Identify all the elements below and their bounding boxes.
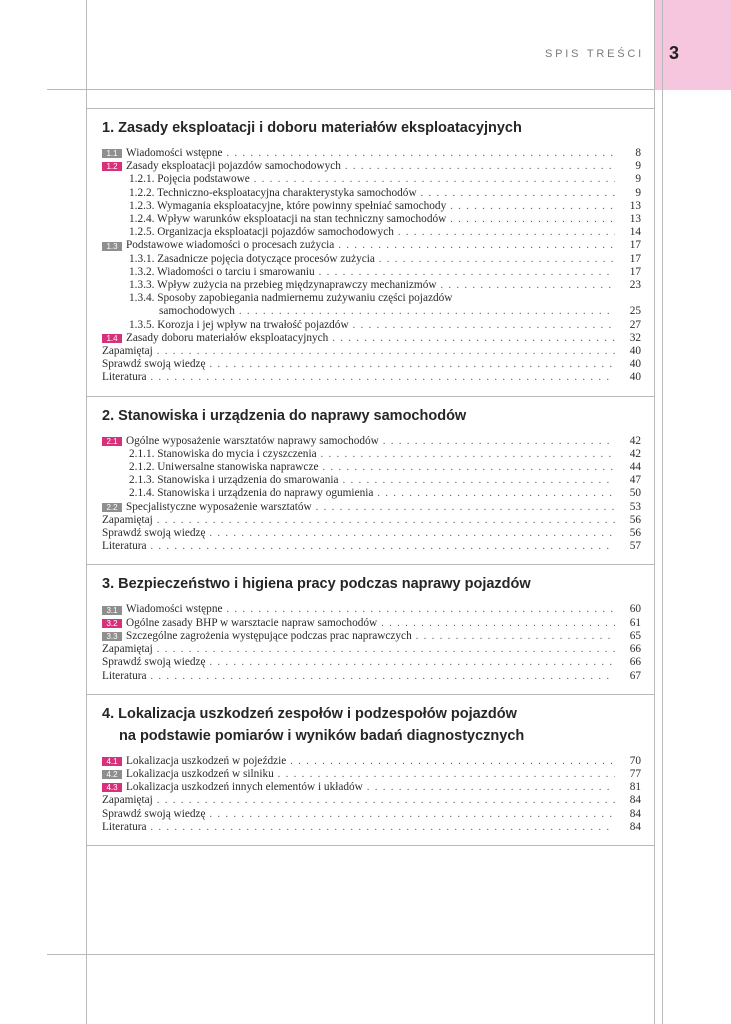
dot-leader bbox=[421, 187, 615, 200]
chapter-title[interactable] bbox=[102, 573, 655, 595]
table-of-contents bbox=[86, 108, 655, 846]
toc-entry[interactable] bbox=[102, 173, 655, 186]
toc-entry-label: Specjalistyczne wyposażenie warsztatów bbox=[126, 500, 312, 513]
section-number-badge: 4.1 bbox=[102, 757, 122, 766]
toc-entry[interactable] bbox=[102, 435, 655, 448]
toc-entry-label: 1.3.1. Zasadnicze pojęcia dotyczące procesów zużycia bbox=[129, 252, 375, 265]
dot-leader bbox=[210, 527, 615, 540]
toc-entry-page: 44 bbox=[629, 461, 641, 474]
toc-entry[interactable] bbox=[102, 487, 655, 500]
dot-leader bbox=[316, 501, 615, 514]
toc-entry-label: Sprawdź swoją wiedzę bbox=[102, 358, 206, 371]
chapter-2 bbox=[86, 397, 655, 566]
toc-entry-page: 84 bbox=[629, 807, 641, 820]
toc-entry[interactable] bbox=[102, 371, 655, 384]
toc-entry[interactable] bbox=[102, 603, 655, 616]
toc-entry[interactable] bbox=[102, 279, 655, 292]
dot-leader bbox=[227, 147, 616, 160]
dot-leader bbox=[151, 371, 615, 384]
toc-entry[interactable] bbox=[102, 253, 655, 266]
dot-leader bbox=[210, 656, 615, 669]
toc-entry-page: 14 bbox=[629, 226, 641, 239]
toc-entry[interactable] bbox=[102, 527, 655, 540]
dot-leader bbox=[278, 768, 615, 781]
section-number-badge: 1.3 bbox=[102, 242, 122, 251]
toc-entry-page: 17 bbox=[629, 239, 641, 252]
chapter-title[interactable] bbox=[102, 117, 655, 139]
toc-entry-page: 84 bbox=[629, 820, 641, 833]
dot-leader bbox=[345, 160, 615, 173]
section-number-badge: 4.3 bbox=[102, 783, 122, 792]
toc-entry-page: 17 bbox=[629, 265, 641, 278]
toc-entry[interactable] bbox=[102, 514, 655, 527]
toc-entry[interactable] bbox=[102, 781, 655, 794]
toc-entry-label: Zapamiętaj bbox=[102, 643, 153, 656]
dot-leader bbox=[377, 487, 615, 500]
toc-entry[interactable] bbox=[102, 345, 655, 358]
toc-entry-page: 40 bbox=[629, 358, 641, 371]
chapter-title[interactable] bbox=[102, 405, 655, 427]
chapter-title-text: 3. Bezpieczeństwo i higiena pracy podczas naprawy pojazdów bbox=[102, 576, 531, 593]
toc-entry-page: 40 bbox=[629, 345, 641, 358]
toc-entry-page: 8 bbox=[635, 147, 641, 159]
toc-entry-label: Szczególne zagrożenia występujące podczas prac naprawczych bbox=[126, 629, 412, 642]
toc-entry[interactable] bbox=[102, 319, 655, 332]
toc-entry[interactable] bbox=[102, 808, 655, 821]
header-rule bbox=[47, 89, 655, 90]
dot-leader bbox=[353, 319, 615, 332]
dot-leader bbox=[321, 448, 615, 461]
toc-entry[interactable] bbox=[102, 266, 655, 279]
toc-entry-label: 1.3.2. Wiadomości o tarciu i smarowaniu bbox=[129, 265, 315, 278]
toc-entry[interactable] bbox=[102, 448, 655, 461]
dot-leader bbox=[441, 279, 615, 292]
right-margin-line-outer bbox=[662, 0, 663, 1024]
dot-leader bbox=[381, 617, 615, 630]
toc-entry[interactable] bbox=[102, 474, 655, 487]
toc-entry-page: 65 bbox=[629, 629, 641, 642]
dot-leader bbox=[450, 200, 615, 213]
toc-entry-label: 1.2.4. Wpływ warunków eksploatacji na stan techniczny samochodów bbox=[129, 213, 447, 226]
chapter-3 bbox=[86, 565, 655, 694]
dot-leader bbox=[157, 514, 615, 527]
toc-entry-page: 17 bbox=[629, 252, 641, 265]
toc-entry-page: 9 bbox=[635, 160, 641, 173]
toc-entry-label: Literatura bbox=[102, 820, 147, 833]
toc-entry-label: Zasady eksploatacji pojazdów samochodowych bbox=[126, 160, 341, 173]
toc-entry[interactable] bbox=[102, 461, 655, 474]
toc-entry-label: Lokalizacja uszkodzeń w silniku bbox=[126, 767, 274, 780]
toc-entry-page: 50 bbox=[629, 487, 641, 500]
toc-entry-page: 53 bbox=[629, 500, 641, 513]
dot-leader bbox=[157, 345, 615, 358]
toc-entry-label: 1.2.2. Techniczno-eksploatacyjna charakterystyka samochodów bbox=[129, 186, 417, 199]
toc-entry[interactable] bbox=[102, 226, 655, 239]
toc-entry-page: 42 bbox=[629, 447, 641, 460]
toc-entry-label: 2.1.2. Uniwersalne stanowiska naprawcze bbox=[129, 461, 319, 474]
toc-entry-label: Wiadomości wstępne bbox=[126, 603, 223, 616]
toc-entry-page: 66 bbox=[629, 656, 641, 669]
toc-entry[interactable] bbox=[102, 187, 655, 200]
section-label: SPIS TREŚCI bbox=[544, 48, 644, 60]
toc-entry[interactable] bbox=[102, 656, 655, 669]
page-corner-tab bbox=[654, 0, 731, 90]
dot-leader bbox=[157, 643, 615, 656]
toc-entry[interactable] bbox=[102, 239, 655, 252]
toc-entry-page: 23 bbox=[629, 279, 641, 292]
toc-entry-page: 32 bbox=[629, 331, 641, 344]
toc-entry-page: 60 bbox=[629, 603, 641, 616]
toc-entry[interactable] bbox=[102, 540, 655, 553]
footer-rule bbox=[47, 954, 655, 955]
toc-entry-label: 1.3.5. Korozja i jej wpływ na trwałość pojazdów bbox=[129, 318, 349, 331]
toc-entry-label: Sprawdź swoją wiedzę bbox=[102, 656, 206, 669]
toc-entry[interactable] bbox=[102, 643, 655, 656]
dot-leader bbox=[290, 755, 615, 768]
toc-entry-label: Literatura bbox=[102, 669, 147, 682]
toc-entry-label: Sprawdź swoją wiedzę bbox=[102, 807, 206, 820]
section-number-badge: 1.4 bbox=[102, 334, 122, 343]
toc-entry[interactable] bbox=[102, 617, 655, 630]
dot-leader bbox=[383, 435, 615, 448]
page-number: 3 bbox=[669, 43, 680, 63]
toc-entry-label: 1.2.1. Pojęcia podstawowe bbox=[129, 173, 250, 186]
dot-leader bbox=[227, 603, 616, 616]
dot-leader bbox=[367, 781, 615, 794]
toc-entry[interactable] bbox=[102, 213, 655, 226]
toc-entry-page: 13 bbox=[629, 199, 641, 212]
toc-entry-page: 61 bbox=[629, 616, 641, 629]
section-number-badge: 3.3 bbox=[102, 632, 122, 641]
toc-entry-page: 9 bbox=[635, 186, 641, 199]
dot-leader bbox=[239, 305, 615, 318]
toc-entry[interactable] bbox=[102, 755, 655, 768]
toc-entry-page: 57 bbox=[629, 540, 641, 553]
toc-entry[interactable] bbox=[102, 768, 655, 781]
toc-entry-page: 70 bbox=[629, 754, 641, 767]
chapter-1 bbox=[86, 108, 655, 397]
dot-leader bbox=[332, 332, 615, 345]
dot-leader bbox=[338, 239, 615, 252]
toc-entry-label: Zapamiętaj bbox=[102, 513, 153, 526]
toc-entry-page: 81 bbox=[629, 781, 641, 794]
toc-entry[interactable] bbox=[102, 670, 655, 683]
chapter-title-text: 4. Lokalizacja uszkodzeń zespołów i podzespołów pojazdów bbox=[102, 705, 517, 722]
toc-entry-page: 56 bbox=[629, 513, 641, 526]
dot-leader bbox=[151, 821, 615, 834]
chapter-title[interactable] bbox=[102, 703, 655, 747]
chapter-title-line2: na podstawie pomiarów i wyników badań diagnostycznych bbox=[119, 727, 525, 744]
toc-entry[interactable] bbox=[102, 200, 655, 213]
toc-entry-label: 1.3.4. Sposoby zapobiegania nadmiernemu zużywaniu części pojazdów bbox=[129, 292, 453, 305]
toc-entry-label: Wiadomości wstępne bbox=[126, 147, 223, 159]
toc-entry[interactable] bbox=[102, 358, 655, 371]
dot-leader bbox=[151, 670, 615, 683]
toc-entry-page: 42 bbox=[629, 434, 641, 447]
toc-entry[interactable] bbox=[102, 292, 655, 305]
toc-entry-label: 2.1.1. Stanowiska do mycia i czyszczenia bbox=[129, 447, 317, 460]
dot-leader bbox=[254, 173, 615, 186]
section-number-badge: 2.2 bbox=[102, 503, 122, 512]
section-number-badge: 3.1 bbox=[102, 606, 122, 615]
toc-entry-page: 25 bbox=[629, 305, 641, 318]
dot-leader bbox=[398, 226, 615, 239]
toc-entry[interactable] bbox=[102, 794, 655, 807]
toc-entry[interactable] bbox=[102, 160, 655, 173]
chapter-4 bbox=[86, 695, 655, 846]
section-number-badge: 4.2 bbox=[102, 770, 122, 779]
toc-entry-page: 9 bbox=[635, 173, 641, 186]
dot-leader bbox=[151, 540, 615, 553]
toc-entry-page: 56 bbox=[629, 527, 641, 540]
toc-entry-label: 2.1.3. Stanowiska i urządzenia do smarowania bbox=[129, 474, 339, 487]
dot-leader bbox=[343, 474, 615, 487]
toc-entry-label: Literatura bbox=[102, 371, 147, 384]
toc-entry-label: Zapamiętaj bbox=[102, 345, 153, 358]
toc-entry-label: 1.2.5. Organizacja eksploatacji pojazdów samochodowych bbox=[129, 226, 394, 239]
toc-entry-page: 13 bbox=[629, 213, 641, 226]
toc-entry-label: 1.2.3. Wymagania eksploatacyjne, które powinny spełniać samochody bbox=[129, 199, 447, 212]
toc-entry-label: 2.1.4. Stanowiska i urządzenia do naprawy ogumienia bbox=[129, 487, 374, 500]
toc-entry-page: 66 bbox=[629, 643, 641, 656]
dot-leader bbox=[157, 794, 615, 807]
toc-entry-label: Podstawowe wiadomości o procesach zużycia bbox=[126, 239, 335, 252]
section-number-badge: 3.2 bbox=[102, 619, 122, 628]
toc-entry[interactable] bbox=[102, 332, 655, 345]
dot-leader bbox=[319, 266, 615, 279]
dot-leader bbox=[210, 808, 615, 821]
dot-leader bbox=[210, 358, 615, 371]
chapter-title-text: 1. Zasady eksploatacji i doboru materiałów eksploatacyjnych bbox=[102, 120, 522, 136]
toc-entry[interactable] bbox=[102, 630, 655, 643]
dot-leader bbox=[416, 630, 615, 643]
toc-entry-page: 84 bbox=[629, 794, 641, 807]
toc-entry-label: Sprawdź swoją wiedzę bbox=[102, 527, 206, 540]
toc-entry[interactable] bbox=[102, 821, 655, 834]
dot-leader bbox=[322, 461, 615, 474]
toc-entry-label: 1.3.3. Wpływ zużycia na przebieg międzynaprawczy mechanizmów bbox=[129, 279, 437, 292]
toc-entry-page: 77 bbox=[629, 767, 641, 780]
toc-entry-page: 40 bbox=[629, 371, 641, 384]
toc-entry-page: 47 bbox=[629, 474, 641, 487]
toc-entry[interactable] bbox=[102, 147, 655, 160]
section-number-badge: 1.2 bbox=[102, 162, 122, 171]
toc-entry-label: samochodowych bbox=[159, 305, 235, 318]
toc-entry-label: Ogólne wyposażenie warsztatów naprawy samochodów bbox=[126, 434, 379, 447]
dot-leader bbox=[450, 213, 615, 226]
section-number-badge: 2.1 bbox=[102, 437, 122, 446]
toc-entry-label: Ogólne zasady BHP w warsztacie napraw samochodów bbox=[126, 616, 378, 629]
chapter-title-text: 2. Stanowiska i urządzenia do naprawy samochodów bbox=[102, 407, 467, 424]
toc-entry-label: Lokalizacja uszkodzeń innych elementów i układów bbox=[126, 781, 363, 794]
toc-entry-label: Zasady doboru materiałów eksploatacyjnych bbox=[126, 331, 329, 344]
toc-entry-page: 67 bbox=[629, 669, 641, 682]
toc-entry-label: Lokalizacja uszkodzeń w pojeździe bbox=[126, 754, 287, 767]
toc-entry-page: 27 bbox=[629, 318, 641, 331]
toc-entry[interactable] bbox=[102, 305, 655, 318]
toc-entry-label: Zapamiętaj bbox=[102, 794, 153, 807]
toc-entry[interactable] bbox=[102, 501, 655, 514]
dot-leader bbox=[379, 253, 615, 266]
section-number-badge: 1.1 bbox=[102, 149, 122, 158]
toc-entry-label: Literatura bbox=[102, 540, 147, 553]
